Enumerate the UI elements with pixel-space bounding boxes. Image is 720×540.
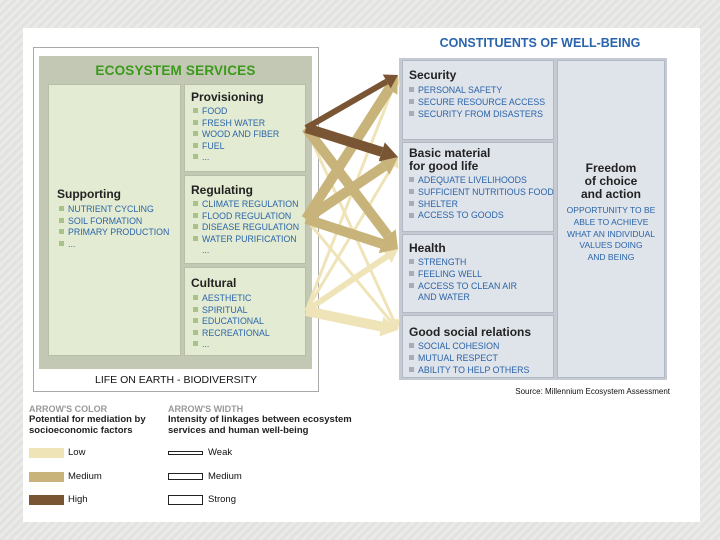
list-item: FEELING WELL <box>409 269 517 281</box>
ecosystem-services-title: ECOSYSTEM SERVICES <box>95 63 256 78</box>
list-item: DISEASE REGULATION <box>193 222 299 234</box>
list-item: AESTHETIC <box>193 293 270 305</box>
cultural-title: Cultural <box>191 276 237 290</box>
legend-line-weak <box>168 451 203 455</box>
supporting-title: Supporting <box>57 187 121 201</box>
list-item: ADEQUATE LIVELIHOODS <box>409 175 554 187</box>
list-item: CLIMATE REGULATION <box>193 199 299 211</box>
freedom-description: OPPORTUNITY TO BE ABLE TO ACHIEVE WHAT AN INDIVIDUAL VALUES DOING AND BEING <box>566 205 656 263</box>
list-item: FOOD <box>193 106 279 118</box>
list-item: RECREATIONAL <box>193 328 270 340</box>
list-item: ... <box>193 152 279 164</box>
list-item: PRIMARY PRODUCTION <box>59 227 169 239</box>
list-item: EDUCATIONAL <box>193 316 270 328</box>
list-item: AND WATER <box>418 292 470 303</box>
security-title: Security <box>409 68 457 82</box>
legend-width-heading: ARROW'S WIDTH <box>168 404 244 414</box>
list-item: FRESH WATER <box>193 118 279 130</box>
list-item: SOIL FORMATION <box>59 216 169 228</box>
arrow-cultural-to-social <box>306 311 381 327</box>
freedom-title: Freedom of choice and action <box>580 161 641 201</box>
list-item: FLOOD REGULATION <box>193 211 299 223</box>
legend-color-heading: ARROW'S COLOR <box>29 404 108 414</box>
list-item: SECURE RESOURCE ACCESS <box>409 97 545 109</box>
list-item: MUTUAL RESPECT <box>409 353 529 365</box>
legend-width <box>168 404 352 436</box>
list-item: ACCESS TO CLEAN AIR <box>409 281 517 293</box>
list-item: SECURITY FROM DISASTERS <box>409 109 545 121</box>
social-relations-title: Good social relations <box>409 325 532 339</box>
legend-label-medium-width: Medium <box>208 471 242 482</box>
legend-swatch-medium <box>29 472 64 482</box>
list-item: ... <box>193 339 270 351</box>
wellbeing-title: CONSTITUENTS OF WELL-BEING <box>439 36 641 50</box>
legend-swatch-low <box>29 448 64 458</box>
provisioning-title: Provisioning <box>191 90 264 104</box>
legend-label-weak: Weak <box>208 447 233 458</box>
list-item: ACCESS TO GOODS <box>409 210 554 222</box>
biodiversity-footer: LIFE ON EARTH - BIODIVERSITY <box>94 374 257 386</box>
list-item: SOCIAL COHESION <box>409 341 529 353</box>
list-item: WOOD AND FIBER <box>193 129 279 141</box>
list-item: STRENGTH <box>409 257 517 269</box>
legend-color <box>29 404 146 436</box>
legend-label-strong: Strong <box>208 494 236 505</box>
health-title: Health <box>409 241 446 255</box>
legend-color-subtitle: Potential for mediation by socioeconomic factors <box>29 414 146 436</box>
list-item: WATER PURIFICATION <box>193 234 299 246</box>
regulating-title: Regulating <box>191 183 253 197</box>
list-item: PERSONAL SAFETY <box>409 85 545 97</box>
legend-label-low: Low <box>68 447 86 458</box>
legend-label-medium: Medium <box>68 471 102 482</box>
list-item: SPIRITUAL <box>193 305 270 317</box>
list-item: NUTRIENT CYCLING <box>59 204 169 216</box>
list-item: ABILITY TO HELP OTHERS <box>409 365 529 377</box>
basic-material-title: Basic material for good life <box>409 146 491 173</box>
legend-label-high: High <box>68 494 88 505</box>
list-item: ... <box>202 245 210 255</box>
list-item: SUFFICIENT NUTRITIOUS FOOD <box>409 187 554 199</box>
list-item: FUEL <box>193 141 279 153</box>
list-item: SHELTER <box>409 199 554 211</box>
legend-line-medium <box>168 473 203 480</box>
legend-width-subtitle: Intensity of linkages between ecosystem services and human well-being <box>168 414 352 436</box>
list-item: ... <box>59 239 169 251</box>
legend-line-strong <box>168 495 203 505</box>
source-note: Source: Millennium Ecosystem Assessment <box>515 387 670 396</box>
legend-swatch-high <box>29 495 64 505</box>
